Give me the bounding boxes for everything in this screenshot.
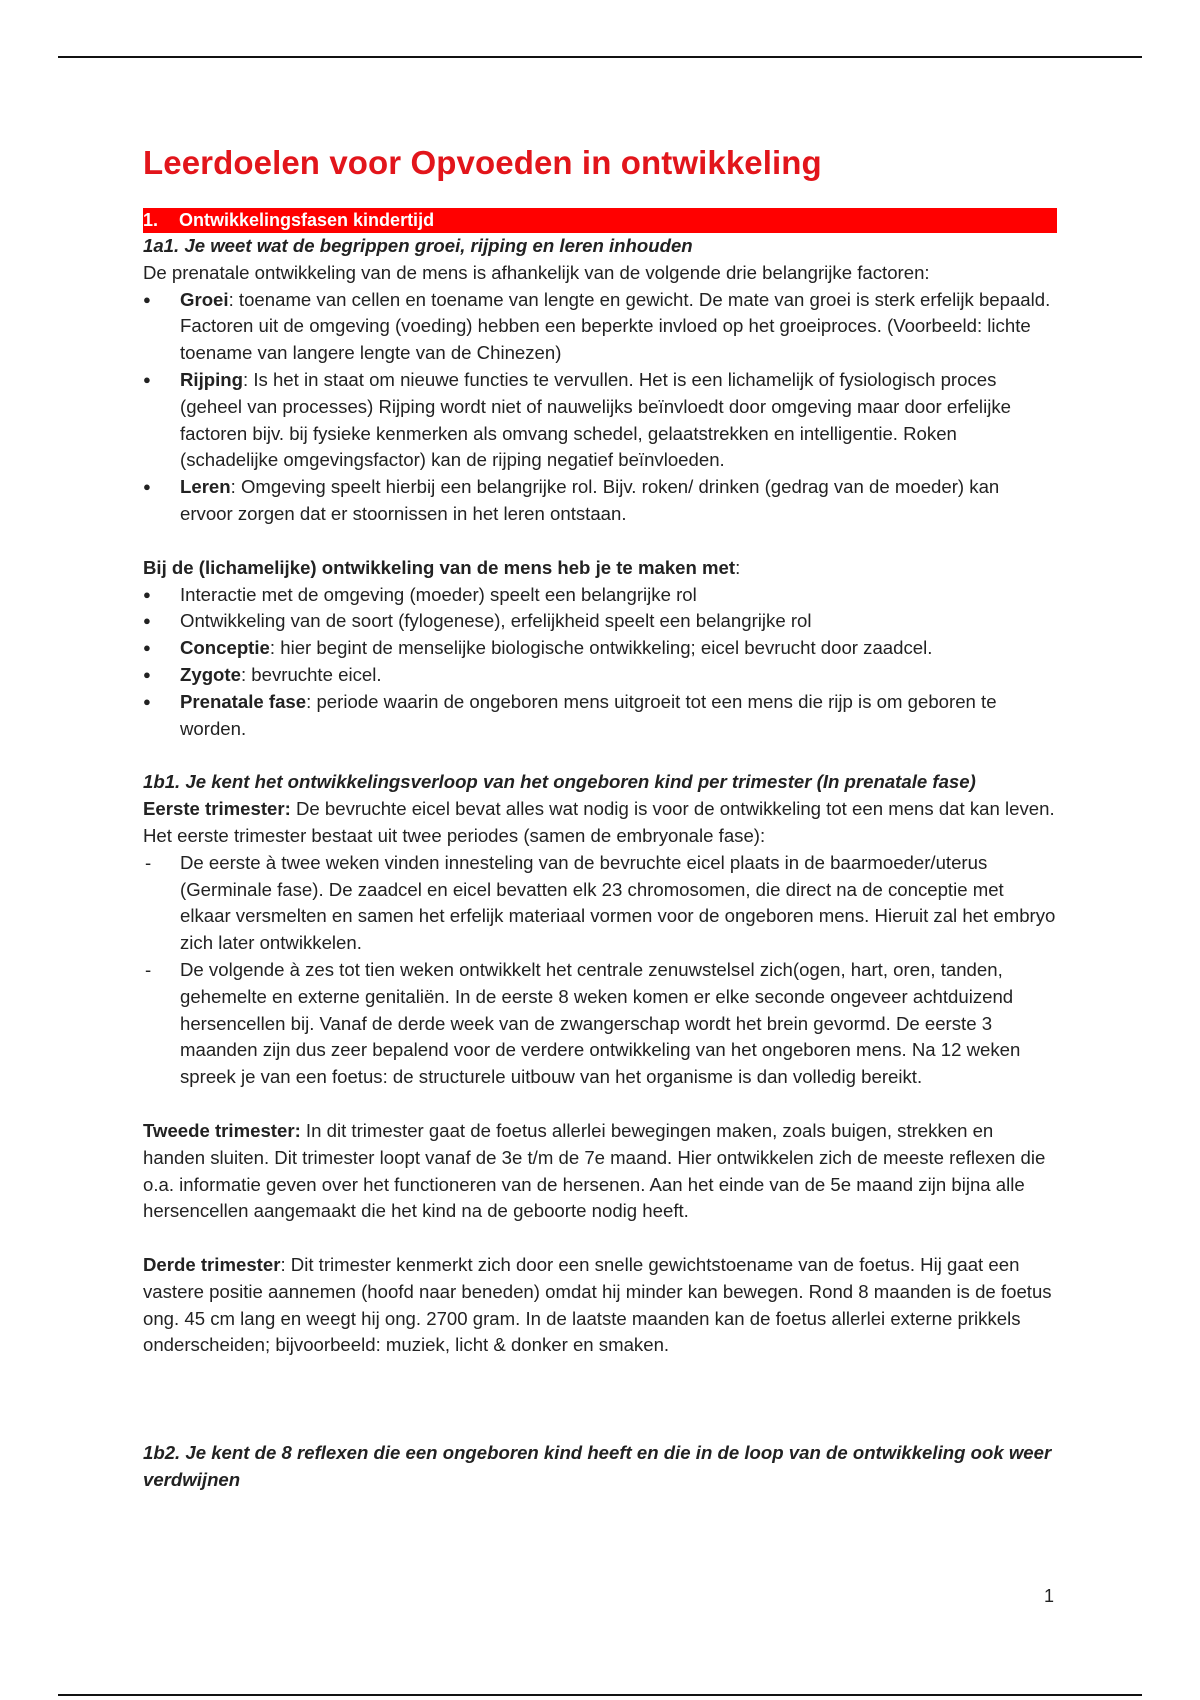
paragraph-first-trimester: Eerste trimester: De bevruchte eicel bevat alles wat nodig is voor de ontwikkeling tot een mens dat kan leven. Het eerste trimester bestaat uit twee periodes (samen de embryonale fase): [143, 798, 1055, 846]
subheading-1b1: 1b1. Je kent het ontwikkelingsverloop van het ongeboren kind per trimester (In prenatale fase) [143, 771, 976, 793]
page-number: 1 [1044, 1586, 1055, 1606]
list-item: ● Interactie met de omgeving (moeder) speelt een belangrijke rol [143, 582, 1057, 609]
subheading-1b2: 1b2. Je kent de 8 reflexen die een ongeboren kind heeft en die in de loop van de ontwikkeling ook weer verdwijnen [143, 1442, 1052, 1491]
list-item: ● Groei: toename van cellen en toename van lengte en gewicht. De mate van groei is sterk erfelijk bepaald. Factoren uit de omgeving (voeding) hebben een beperkte invloed op het groeiproces. (Voorbeeld: lichte toename van langere lengte van de Chinezen) [143, 287, 1057, 367]
factor-list [143, 287, 1057, 528]
list-item: ● Leren: Omgeving speelt hierbij een belangrijke rol. Bijv. roken/ drinken (gedrag van de moeder) kan ervoor zorgen dat er stoornissen in het leren ontstaan. [143, 474, 1057, 528]
header-rule [58, 56, 1142, 58]
list-item: ● Zygote: bevruchte eicel. [143, 662, 1057, 689]
development-list [143, 582, 1057, 743]
term: Groei [180, 288, 229, 310]
document-title: Leerdoelen voor Opvoeden in ontwikkeling [143, 144, 822, 181]
section-number: 1. [143, 210, 159, 230]
paragraph-intro: De prenatale ontwikkeling van de mens is afhankelijk van de volgende drie belangrijke factoren: [143, 261, 930, 283]
term: Leren [180, 476, 231, 498]
list-item: ● Prenatale fase: periode waarin de ongeboren mens uitgroeit tot een mens die rijp is om geboren te worden. [143, 689, 1057, 743]
document-body [143, 140, 1057, 1494]
paragraph-third-trimester: Derde trimester: Dit trimester kenmerkt zich door een snelle gewichtstoename van de foetus. Hij gaat een vastere positie aannemen (hoofd naar beneden) omdat hij minder kan bewegen. Rond 8 maanden is de foetus ong. 45 cm lang en weegt hij ong. 2700 gram. In de laatste maanden kan de foetus allerlei externe prikkels onderscheiden; bijvoorbeeld: muziek, licht & donker en smaken. [143, 1254, 1052, 1356]
subheading-1a1: 1a1. Je weet wat de begrippen groei, rijping en leren inhouden [143, 235, 693, 256]
list-item: ● Rijping: Is het in staat om nieuwe functies te vervullen. Het is een lichamelijk of fysiologisch proces (geheel van processes) Rijping wordt niet of nauwelijks beïnvloedt door omgeving maar door erfelijke factoren bijv. bij fysieke kenmerken als omvang schedel, gelaatstrekken en intelligentie. Roken (schadelijke omgevingsfactor) kan de rijping negatief beïnvloeden. [143, 367, 1057, 474]
list-item: ● Conceptie: hier begint de menselijke biologische ontwikkeling; eicel bevrucht door zaadcel. [143, 635, 1057, 662]
paragraph-second-trimester: Tweede trimester: In dit trimester gaat de foetus allerlei bewegingen maken, zoals buigen, strekken en handen sluiten. Dit trimester loopt vanaf de 3e t/m de 7e maand. Hier ontwikkelen zich de meeste reflexen die o.a. informatie geven over het functioneren van de hersenen. Aan het einde van de 5e maand zijn bijna alle hersencellen aangemaakt die het kind na de geboorte nodig heeft. [143, 1119, 1046, 1222]
section-label: Ontwikkelingsfasen kindertijd [179, 210, 435, 230]
list-item: - De volgende à zes tot tien weken ontwikkelt het centrale zenuwstelsel zich(ogen, hart, oren, tanden, gehemelte en externe genitaliën. In de eerste 8 weken komen er elke seconde ongeveer achtduizend hersencellen bij. Vanaf de derde week van de zwangerschap wordt het brein gevormd. De eerste 3 maanden zijn dus zeer bepalend voor de verdere ontwikkeling van het ongeboren mens. Na 12 weken spreek je van een foetus: de structurele uitbouw van het organisme is dan volledig bereikt. [143, 957, 1057, 1091]
footer-rule [58, 1694, 1142, 1696]
list-item: - De eerste à twee weken vinden innesteling van de bevruchte eicel plaats in de baarmoeder/uterus (Germinale fase). De zaadcel en eicel bevatten elk 23 chromosomen, die direct na de conceptie met elkaar versmelten en samen het erfelijk materiaal vormen voor de ongeboren mens. Hieruit zal het embryo zich later ontwikkelen. [143, 850, 1057, 957]
list-item: ● Ontwikkeling van de soort (fylogenese), erfelijkheid speelt een belangrijke rol [143, 608, 1057, 635]
section-heading-1 [143, 208, 1057, 233]
term: Rijping [180, 368, 243, 390]
paragraph-lichamelijk-heading: Bij de (lichamelijke) ontwikkeling van de mens heb je te maken met: [143, 556, 741, 578]
embryonic-periods-list [143, 850, 1057, 1091]
